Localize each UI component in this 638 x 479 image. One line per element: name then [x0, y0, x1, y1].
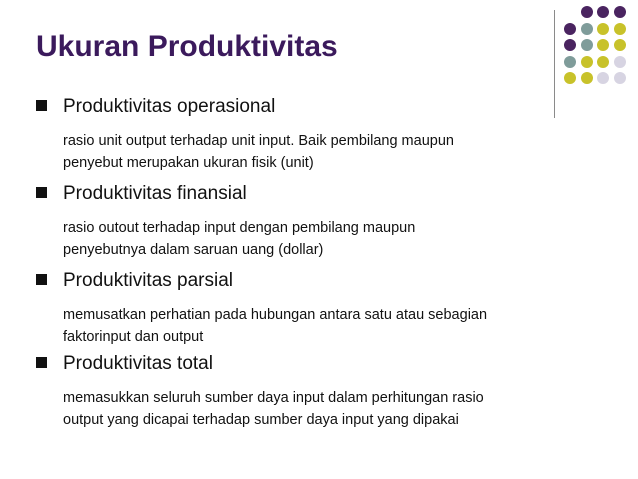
bullet-heading: Produktivitas finansial: [63, 183, 247, 204]
bullet-description: [36, 304, 596, 348]
decorative-dot: [597, 56, 609, 68]
description-line: penyebut merupakan ukuran fisik (unit): [63, 155, 314, 171]
decorative-dot: [564, 23, 576, 35]
bullet-heading: Produktivitas total: [63, 353, 213, 374]
bullet-description: [36, 387, 596, 431]
description-line: memasukkan seluruh sumber daya input dalam perhitungan rasio: [63, 390, 484, 406]
bullet-description: [36, 217, 596, 261]
bullet-description: [36, 130, 596, 174]
description-line: rasio unit output terhadap unit input. Baik pembilang maupun: [63, 133, 454, 149]
bullet-square-icon: [36, 187, 47, 198]
bullet-square-icon: [36, 357, 47, 368]
decorative-dot: [614, 72, 626, 84]
description-line: penyebutnya dalam saruan uang (dollar): [63, 242, 324, 258]
decorative-dot: [597, 72, 609, 84]
bullet-heading: Produktivitas operasional: [63, 96, 276, 117]
decorative-dot: [564, 56, 576, 68]
description-line: memusatkan perhatian pada hubungan antara satu atau sebagian: [63, 307, 488, 323]
decorative-dot: [597, 39, 609, 51]
bullet-square-icon: [36, 100, 47, 111]
decorative-dot: [581, 6, 593, 18]
decorative-dot: [597, 6, 609, 18]
description-line: faktorinput dan output: [63, 329, 204, 345]
bullet-heading: Produktivitas parsial: [63, 270, 234, 291]
decorative-dot: [614, 56, 626, 68]
bullet-square-icon: [36, 274, 47, 285]
decorative-dot-grid: [564, 6, 628, 106]
bullet-item-total: [36, 352, 596, 431]
description-line: output yang dicapai terhadap sumber daya input yang dipakai: [63, 412, 459, 428]
decorative-dot: [581, 56, 593, 68]
decorative-dot: [564, 39, 576, 51]
bullet-item-operasional: [36, 95, 596, 174]
decorative-dot: [564, 72, 576, 84]
decorative-dot: [581, 72, 593, 84]
bullet-item-finansial: [36, 182, 596, 261]
slide-title: Ukuran Produktivitas: [36, 30, 338, 63]
decorative-dot: [581, 39, 593, 51]
decorative-dot: [614, 39, 626, 51]
decorative-dot: [597, 23, 609, 35]
description-line: rasio outout terhadap input dengan pembilang maupun: [63, 220, 416, 236]
decorative-dot: [614, 6, 626, 18]
decorative-dot: [614, 23, 626, 35]
decorative-dot: [581, 23, 593, 35]
bullet-item-parsial: [36, 269, 596, 348]
